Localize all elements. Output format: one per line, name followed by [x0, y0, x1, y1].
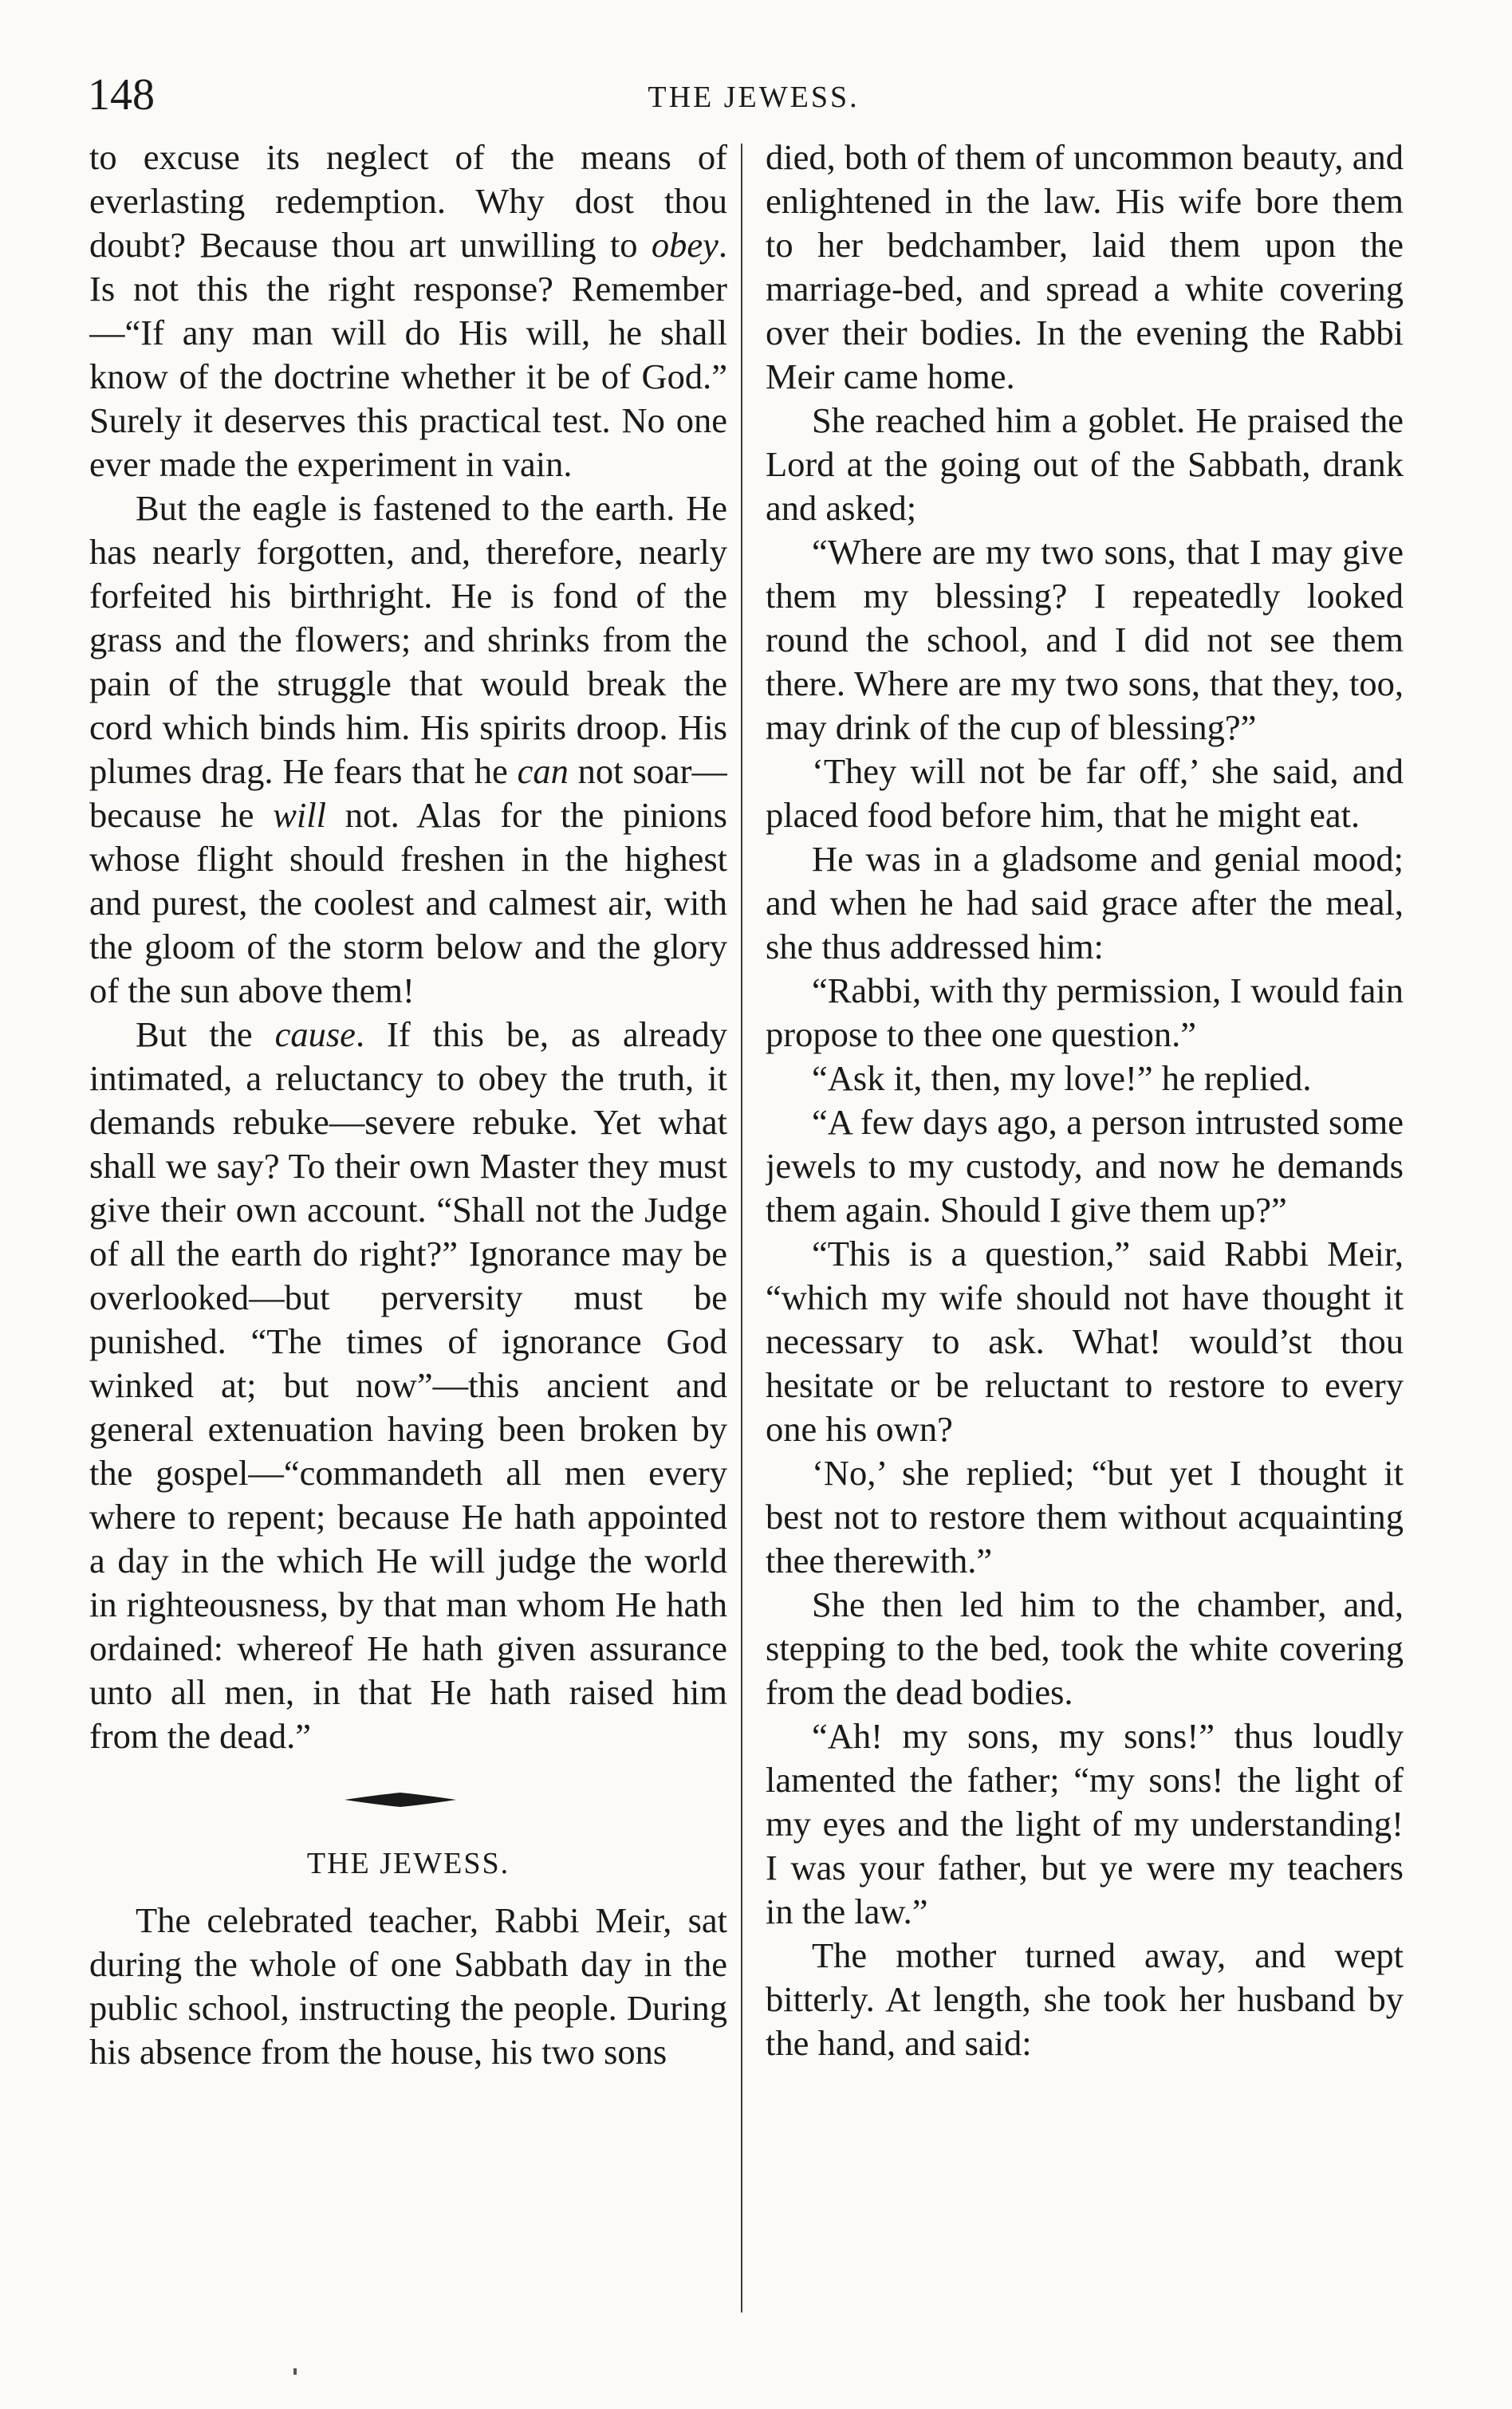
- paragraph: The mother turned away, and wept bitterly. At length, she took her husband by the hand, and said:: [766, 1935, 1404, 2063]
- paragraph: “Ask it, then, my love!” he replied.: [812, 1058, 1312, 1098]
- paragraph: “Ah! my sons, my sons!” thus loudly lamented the father; “my sons! the light of my eyes and the light of my understanding! I was your father, but ye were my teachers in the law.”: [766, 1716, 1404, 1931]
- paragraph: She then led him to the chamber, and, stepping to the bed, took the white covering from the dead bodies.: [766, 1584, 1404, 1712]
- running-title: THE JEWESS.: [648, 81, 860, 114]
- left-column: [89, 136, 727, 2336]
- paragraph: to excuse its neglect of the means of everlasting redemption. Why dost thou doubt? Because thou art unwilling to obey. Is not this the right response? Remember—“If any man will do His will, he shall know of the doctrine whether it be of God.” Surely it deserves this practical test. No one ever made the experiment in vain.: [89, 137, 727, 484]
- page-number: 148: [88, 70, 155, 120]
- paragraph: She reached him a goblet. He praised the Lord at the going out of the Sabbath, drank and asked;: [766, 400, 1404, 528]
- print-speck: [293, 2368, 297, 2375]
- right-column: [766, 136, 1404, 2336]
- paragraph: “Rabbi, with thy permission, I would fain propose to thee one question.”: [766, 970, 1404, 1054]
- paragraph: The celebrated teacher, Rabbi Meir, sat during the whole of one Sabbath day in the public school, instructing the people. During his absence from the house, his two sons: [89, 1900, 727, 2072]
- paragraph: But the cause. If this be, as already intimated, a reluctancy to obey the truth, it demands rebuke—severe rebuke. Yet what shall we say? To their own Master they must give their own account. “Shall not the Judge of all the earth do right?” Ignorance may be overlooked—but perversity must be punished. “The times of ignorance God winked at; but now”—this ancient and general extenuation having been broken by the gospel—“commandeth all men every where to repent; because He hath appointed a day in the which He will judge the world in righteousness, by that man whom He hath ordained: whereof He hath given assurance unto all men, in that He hath raised him from the dead.”: [89, 1014, 727, 1756]
- paragraph: “Where are my two sons, that I may give them my blessing? I repeatedly looked round the school, and I did not see them there. Where are my two sons, that they, too, may drink of the cup of blessing?”: [766, 532, 1404, 747]
- paragraph: “A few days ago, a person intrusted some jewels to my custody, and now he demands them again. Should I give them up?”: [766, 1102, 1404, 1230]
- column-divider: [741, 144, 742, 2313]
- section-heading: THE JEWESS.: [306, 1847, 510, 1880]
- paragraph: ‘No,’ she replied; “but yet I thought it best not to restore them without acquainting thee therewith.”: [766, 1453, 1404, 1580]
- paragraph: But the eagle is fastened to the earth. He has nearly forgotten, and, therefore, nearly forfeited his birthright. He is fond of the grass and the flowers; and shrinks from the pain of the struggle that would break the cord which binds him. His spirits droop. His plumes drag. He fears that he can not soar—because he will not. Alas for the pinions whose flight should freshen in the highest and purest, the coolest and calmest air, with the gloom of the storm below and the glory of the sun above them!: [89, 488, 727, 1010]
- paragraph: died, both of them of uncommon beauty, and enlightened in the law. His wife bore them to her bedchamber, laid them upon the marriage-bed, and spread a white covering over their bodies. In the evening the Rabbi Meir came home.: [766, 137, 1404, 396]
- paragraph: He was in a gladsome and genial mood; and when he had said grace after the meal, she thus addressed him:: [766, 839, 1404, 966]
- dash-ornament-icon: [89, 1771, 727, 1835]
- paragraph: ‘They will not be far off,’ she said, and placed food before him, that he might eat.: [766, 751, 1404, 835]
- paragraph: “This is a question,” said Rabbi Meir, “which my wife should not have thought it necessary to ask. What! would’st thou hesitate or be reluctant to restore to every one his own?: [766, 1234, 1404, 1449]
- page-header: [88, 67, 1419, 123]
